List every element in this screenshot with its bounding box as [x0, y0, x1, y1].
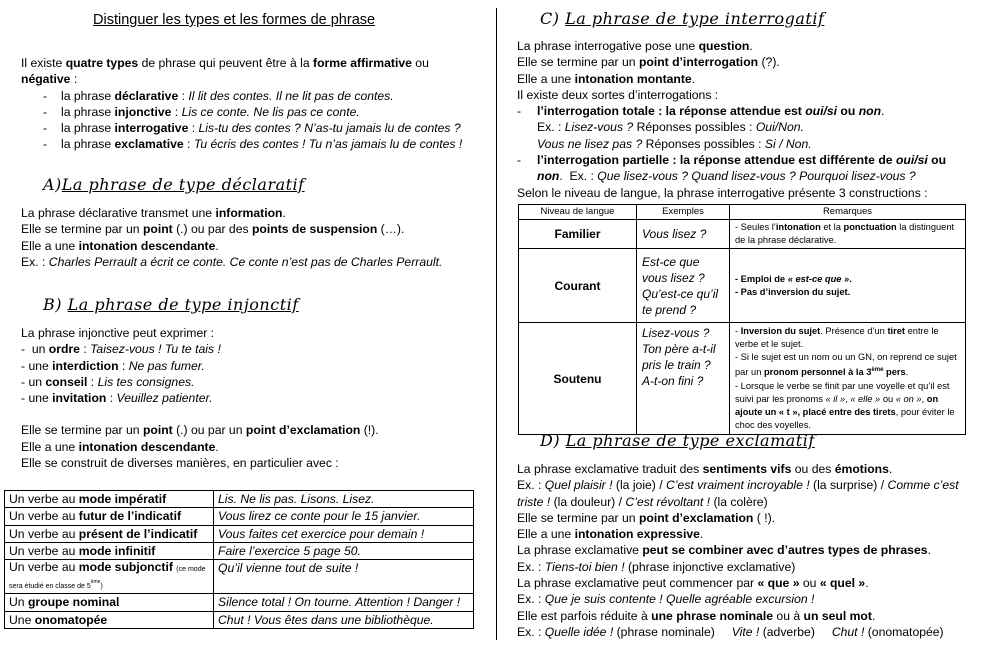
list-item: - la phrase injonctive : Lis ce conte. Ne lis pas ce conte. — [21, 104, 481, 120]
section-d-body: La phrase exclamative traduit des sentiments vifs ou des émotions. Ex. : Quel plaisir ! (la joie) / C’est vraiment incroyable ! (la surprise) / Comme c’est triste ! (la douleur) / C’est révoltant ! (la colère) Elle se termine par un point d’exclamation ( !). Elle a une intonation expressive. La phrase exclamative peut se combiner avec d’autres types de phrases. Ex. : Tiens-toi bien ! (phrase injonctive exclamative) La phrase exclamative peut commencer par « que » ou « quel ». Ex. : Que je suis contente ! Quelle agréable excursion ! Elle est parfois réduite à une phrase nominale ou à un seul mot. Ex. : Quelle idée ! (phrase nominale) Vite ! (adverbe) Chut ! (onomatopée) — [517, 462, 959, 639]
interrogative-levels-table — [518, 204, 966, 435]
list-item: - la phrase exclamative : Tu écris des contes ! Tu n’as jamais lu de contes ! — [21, 136, 481, 152]
intro-block: Il existe quatre types de phrase qui peuvent être à la forme affirmative ou négative : - la phrase déclarative : Il lit des contes. Il ne lit pas de contes. - la phrase injonctive : Lis ce conte. Ne lis pas ce conte. - la phrase interrogative : Lis-tu des contes ? N’as-tu jamais lu de contes ? - la phrase exclamative : Tu écris des contes ! Tu n’as jamais lu de contes ! — [21, 55, 481, 153]
section-c-heading: C) La phrase de type interrogatif — [540, 9, 825, 28]
table-row: Un verbe au mode subjonctif (ce mode sera étudié en classe de 5ème) Qu’il vienne tout de suite ! — [5, 560, 474, 594]
section-b-heading: B) La phrase de type injonctif — [43, 295, 299, 314]
table-row: Familier Vous lisez ? - Seules l’intonation et la ponctuation la distinguent de la phrase déclarative. — [519, 220, 966, 249]
injunctive-constructions-table — [4, 490, 474, 629]
table-header-row: Niveau de langue Exemples Remarques — [519, 205, 966, 220]
table-row: Soutenu Lisez-vous ? Ton père a-t-il pris le train ? A-t-on fini ? - Inversion du sujet. Présence d’un tiret entre le verbe et le sujet. - Si le sujet est un nom ou un GN, on reprend ce sujet par un pronom personnel à la 3ème pers. - Lorsque le verbe se finit par une voyelle et qu’il est suivi par les pronoms « il », « elle » ou « on », on ajoute un « t », placé entre des tirets, pour éviter le choc des voyelles. — [519, 323, 966, 435]
table-row: Un verbe au futur de l’indicatif Vous lirez ce conte pour le 15 janvier. — [5, 508, 474, 525]
table-row: Courant Est-ce que vous lisez ? Qu’est-ce qu’il te prend ? - Emploi de « est-ce que ». - Pas d’inversion du sujet. — [519, 249, 966, 323]
section-c-body: La phrase interrogative pose une question. Elle se termine par un point d’interrogation (?). Elle a une intonation montante. Il existe deux sortes d’interrogations : - l’interrogation totale : la réponse attendue est oui/si ou non. Ex. : Lisez-vous ? Réponses possibles : Oui/Non. Vous ne lisez pas ? Réponses possibles : Si / Non. - l’interrogation partielle : la réponse attendue est différente de oui/si ou non. Ex. : Que lisez-vous ? Quand lisez-vous ? Pourquoi lisez-vous ? Selon le niveau de langue, la phrase interrogative présente 3 constructions : — [517, 39, 947, 200]
table-row: Un verbe au mode impératif Lis. Ne lis pas. Lisons. Lisez. — [5, 491, 474, 508]
table-row: Une onomatopée Chut ! Vous êtes dans une bibliothèque. — [5, 611, 474, 628]
list-item: - la phrase interrogative : Lis-tu des contes ? N’as-tu jamais lu de contes ? — [21, 120, 481, 136]
section-a-body: La phrase déclarative transmet une information. Elle se termine par un point (.) ou par des points de suspension (…). Elle a une intonation descendante. Ex. : Charles Perrault a écrit ce conte. Ce conte n’est pas de Charles Perrault. — [21, 206, 443, 269]
table-row: Un groupe nominal Silence total ! On tourne. Attention ! Danger ! — [5, 594, 474, 611]
list-item: - une invitation : Veuillez patienter. — [21, 391, 213, 406]
table-row: Un verbe au présent de l’indicatif Vous faites cet exercice pour demain ! — [5, 525, 474, 542]
list-item: - une interdiction : Ne pas fumer. — [21, 358, 205, 373]
list-item: - un ordre : Taisez-vous ! Tu te tais ! — [21, 342, 221, 357]
column-divider — [496, 8, 497, 640]
section-d-heading: D) La phrase de type exclamatif — [540, 431, 815, 450]
table-row: Un verbe au mode infinitif Faire l’exercice 5 page 50. — [5, 542, 474, 559]
section-b-body: La phrase injonctive peut exprimer : - un ordre : Taisez-vous ! Tu te tais ! - une interdiction : Ne pas fumer. - un conseil : Lis tes consignes. - une invitation : Veuillez patienter. Elle se termine par un point (.) ou par un point d’exclamation (!). Elle a une intonation descendante. Elle se construit de diverses manières, en particulier avec : — [21, 325, 481, 471]
list-item: - un conseil : Lis tes consignes. — [21, 374, 195, 389]
section-a-heading: A)La phrase de type déclaratif — [43, 175, 305, 194]
list-item: - la phrase déclarative : Il lit des contes. Il ne lit pas de contes. — [21, 88, 481, 104]
page-title: Distinguer les types et les formes de phrase — [93, 12, 376, 28]
